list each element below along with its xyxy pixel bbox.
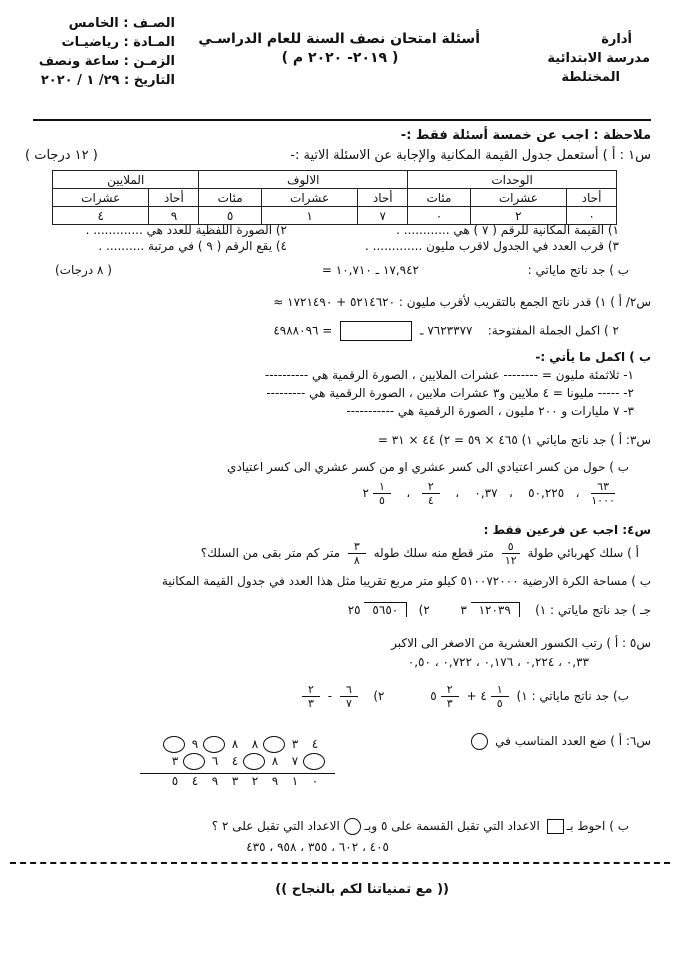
fraction: $\frac{٢}{٤}$ [422, 480, 440, 507]
q2-a2 [273, 321, 619, 341]
decimal: ٠,٣٧ [474, 486, 498, 500]
digit-cell: ٧ [358, 207, 408, 225]
digit: ٩ [191, 737, 199, 751]
title-line: أسئلة امتحان نصف السنة للعام الدراسـي [198, 31, 480, 47]
school-type: المختلطة [561, 70, 620, 85]
q3-a: س٣: أ ) جد ناتج ماياتي ١) ٤٦٥ × ٥٩ = ٢) ٤٤ × ٣١ = [377, 433, 651, 447]
q3-b-numbers: $\frac{٦٣}{١٠٠٠}$ ، ٥٠,٢٢٥ ، ٠,٣٧ ، $\frac{٢}{٤}$ ، $\frac{١}{٥}$ ٢ [362, 480, 615, 507]
long-division: ٥٦٥٠ [364, 602, 407, 617]
digit: ٨ [271, 754, 279, 768]
circle-icon [303, 753, 325, 770]
circle-icon [344, 818, 361, 835]
fraction: $\frac{٣}{٨}$ [348, 540, 366, 567]
column-header: أحاد [567, 189, 617, 207]
q2-a2-result: = ٤٩٨٨٠٩٦ [273, 323, 333, 338]
circle-icon [263, 736, 285, 753]
digit: ٣ [171, 754, 179, 768]
circle-icon [203, 736, 225, 753]
q5-a-values: ٠,٣٣ ، ٠,٢٢٤ ، ٠,١٧٦ ، ٠,٧٢٢ ، ٠,٥٠ [407, 655, 589, 669]
q1-b-marks: ( ٨ درجات) [55, 263, 112, 277]
blank-circle[interactable] [305, 753, 325, 770]
answer-box[interactable] [340, 321, 412, 341]
circle-icon [243, 753, 265, 770]
year-line: ( ٢٠١٩- ٢٠٢٠ م ) [281, 50, 399, 66]
digit: ٩ [271, 774, 279, 788]
q6-b: ب ) احوط بـ الاعداد التي تقبل القسمة على ٥ وبـ الاعداد التي تقبل على ٢ ؟ [211, 819, 629, 833]
q6-a: س٦: أ ) ضع العدد المناسب في [471, 733, 651, 750]
digit-cell: ٩ [149, 207, 199, 225]
digit: ٥ [171, 774, 179, 788]
q1-b-label: ب ) جد ناتج ماياتي : [527, 263, 629, 277]
exam-info [38, 14, 175, 90]
q4-a: أ ) سلك كهربائي طولة $\frac{٥}{١٢}$ متر قطع منه سلك طوله $\frac{٣}{٨}$ متر كم متر بقى من السلك؟ [200, 540, 639, 567]
square-icon [547, 819, 564, 834]
digit: ١ [291, 774, 299, 788]
decimal: ٥٠,٢٢٥ [528, 486, 565, 500]
q2-a1: س٢/ أ ) ١) قدر ناتج الجمع بالتقريب لأقرب مليون : ٥٢١٤٦٢٠ + ١٧٢١٤٩٠ ≈ [273, 295, 651, 309]
digit: ٠ [311, 774, 319, 788]
group-header: الالوف [199, 171, 408, 189]
q1-item-1: ١) القيمة المكانية للرقم ( ٧ ) هي ............ . [396, 223, 619, 237]
q5-a: س٥ : أ ) رتب الكسور العشرية من الاصغر الى الاكبر [391, 636, 651, 650]
fraction: $\frac{١}{٥}$ [491, 683, 509, 710]
column-header: عشرات [53, 189, 149, 207]
circle-icon [471, 733, 488, 750]
exam-title [200, 30, 480, 68]
digit: ٨ [231, 737, 239, 751]
digit-cell: ٠ [408, 207, 471, 225]
date: التاريخ : ٢٩/ ١ / ٢٠٢٠ [40, 73, 175, 88]
digit: ٢ [251, 774, 259, 788]
q4-b: ب ) مساحة الكرة الارضية ٥١٠٠٧٢٠٠٠ كيلو متر مربع تقريبا مثل هذا العدد في جدول القيمة المكانية [161, 574, 651, 588]
digit: ٤ [231, 754, 239, 768]
fraction: $\frac{٦}{٧}$ [340, 683, 358, 710]
column-header: عشرات [470, 189, 566, 207]
dashed-divider [10, 862, 670, 864]
column-header: مئات [199, 189, 262, 207]
subject: المـادة : رياضيـات [61, 35, 175, 50]
closing-wish: (( مع تمنياتنا لكم بالنجاح )) [275, 882, 449, 897]
addend-row-2 [145, 753, 325, 770]
digit: ٦ [211, 754, 219, 768]
place-value-table [52, 170, 617, 225]
q4-c: جـ ) جد ناتج مایاتي : ١) ١٢٠٣٩ ٣ ٢) ٥٦٥٠ ٢٥ [347, 603, 651, 617]
digit: ٤ [191, 774, 199, 788]
group-header: الوحدات [408, 171, 617, 189]
header-divider [33, 119, 651, 121]
column-header: أحاد [149, 189, 199, 207]
circle-icon [183, 753, 205, 770]
circle-icon [163, 736, 185, 753]
digit: ٣ [231, 774, 239, 788]
q1-marks: ( ١٢ درجات ) [25, 148, 98, 163]
q1-heading: س١ : أ ) أستعمل جدول القيمة المكانية والإجابة عن الاسئلة الاتية :- [290, 148, 651, 163]
sum-row [145, 774, 325, 788]
addend-row-1 [145, 736, 325, 753]
column-header: مئات [408, 189, 471, 207]
fraction: $\frac{١}{٥}$ [373, 480, 391, 507]
duration: الزمـن : ساعة ونصف [38, 54, 175, 69]
blank-circle[interactable] [205, 736, 225, 753]
fraction: $\frac{٢}{٣}$ [302, 683, 320, 710]
blank-circle[interactable] [185, 753, 205, 770]
school-name: مدرسة الابتدائية [547, 51, 650, 66]
long-division: ١٢٠٣٩ [471, 602, 520, 617]
grade: الصـف : الخامس [68, 16, 175, 31]
q2-b-item-1: ١- ثلاثمئة مليون = -------- عشرات الملايين ، الصورة الرقمية هي ---------- [264, 368, 634, 382]
digit-cell: ٤ [53, 207, 149, 225]
q1-item-2: ٢) الصورة اللفظية للعدد هي ............. . [85, 223, 287, 237]
digit-cell: ٥ [199, 207, 262, 225]
q2-a2-minuend: ٧٦٢٣٣٧٧ ـ [420, 323, 473, 338]
group-header: الملايين [53, 171, 199, 189]
column-header: عشرات [261, 189, 357, 207]
digit-cell: ٢ [470, 207, 566, 225]
blank-circle[interactable] [245, 753, 265, 770]
note: ملاحظة : اجب عن خمسة أسئلة فقط :- [400, 128, 651, 143]
q1-b-expression: ١٧,٩٤٢ ـ ١٠,٧١٠ = [321, 263, 419, 277]
fraction: $\frac{٥}{١٢}$ [502, 540, 520, 567]
blank-circle[interactable] [265, 736, 285, 753]
q4-label: س٤: اجب عن فرعين فقط : [483, 523, 651, 537]
mixed-whole: ٢ [362, 486, 369, 500]
q1-item-4: ٤) يقع الرقم ( ٩ ) في مرتبة .......... . [98, 239, 287, 253]
column-header: أحاد [358, 189, 408, 207]
q6-b-values: ٤٠٥ ، ٦٠٢ ، ٣٥٥ ، ٩٥٨ ، ٤٣٥ [246, 840, 389, 854]
addition-grid [145, 736, 325, 788]
digit-cell: ٠ [567, 207, 617, 225]
blank-circle[interactable] [165, 736, 185, 753]
digit-cell: ١ [261, 207, 357, 225]
digit: ٧ [291, 754, 299, 768]
q2-b-item-3: ٣- ٧ مليارات و ٢٠٠ مليون ، الصورة الرقمية هي ----------- [346, 404, 634, 418]
school-info [510, 30, 650, 87]
administration: أدارة [601, 32, 632, 47]
digit: ٨ [251, 737, 259, 751]
q2-b-label: ب ) اكمل ما يأتي :- [535, 350, 651, 364]
q2-b-item-2: ٢- ----- مليونا = ٤ ملايين و٣ عشرات ملايين ، الصورة الرقمية هي --------- [266, 386, 634, 400]
fraction: $\frac{٢}{٣}$ [441, 683, 459, 710]
q3-b: ب ) حول من كسر اعتيادي الى كسر عشري او من كسر عشري الى كسر اعتيادي [227, 460, 629, 474]
digit: ٤ [311, 737, 319, 751]
digit: ٣ [291, 737, 299, 751]
digit: ٩ [211, 774, 219, 788]
fraction: $\frac{٦٣}{١٠٠٠}$ [591, 480, 615, 507]
q2-a2-label: ٢ ) اكمل الجملة المفتوحة: [487, 323, 619, 338]
q5-b: ب) جد ناتج ماياتي : ١) $\frac{١}{٥}$ ٤ + $\frac{٢}{٣}$ ٥ ٢) $\frac{٦}{٧}$ - $\frac{٢}{٣}$ [298, 683, 629, 710]
q1-item-3: ٣) قرب العدد في الجدول لاقرب مليون ............. . [365, 239, 619, 253]
